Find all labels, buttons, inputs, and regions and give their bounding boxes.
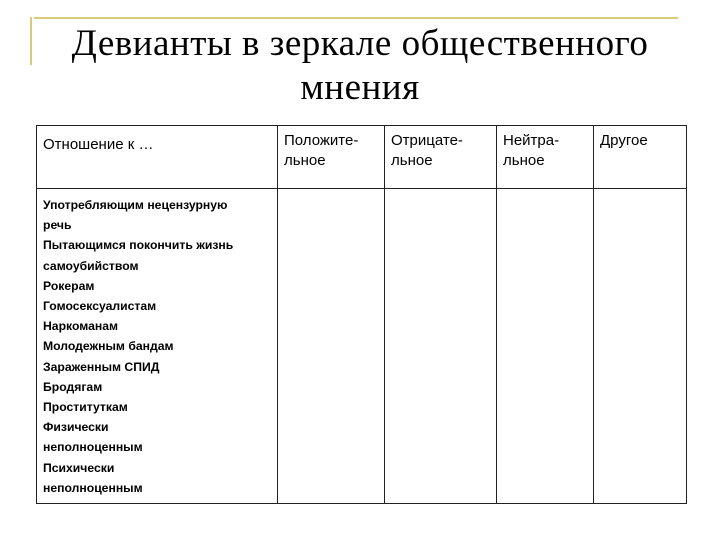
list-item: речь [43, 218, 72, 233]
header-text: Положите- [284, 132, 359, 149]
negative-cell [385, 189, 497, 504]
deviant-groups-list [43, 195, 271, 498]
list-item: Физически [43, 420, 109, 435]
list-item: Употребляющим нецензурную [43, 198, 228, 212]
list-item: неполноценным [43, 480, 143, 495]
slide-title [40, 22, 680, 110]
list-item: Гомосексуалистам [43, 299, 157, 314]
header-neutral [497, 126, 594, 189]
table-header-row [37, 126, 687, 189]
header-text: Другое [600, 132, 648, 149]
list-item: Рокерам [43, 278, 95, 293]
decorative-left-rule [30, 17, 32, 65]
list-item: самоубийством [43, 258, 139, 273]
list-item: Пытающимся покончить жизнь [43, 238, 234, 253]
list-item: Молодежным бандам [43, 339, 174, 354]
header-negative [385, 126, 497, 189]
title-line-1: Девианты в зеркале общественного [71, 23, 649, 64]
header-text: Отрицате- [391, 132, 463, 149]
table-body-row [37, 189, 687, 504]
header-attitude-to [37, 126, 278, 189]
deviant-groups-cell [37, 189, 278, 504]
list-item: Наркоманам [43, 319, 119, 334]
list-item: Проституткам [43, 400, 128, 415]
list-item: Психически [43, 460, 115, 475]
attitude-table [36, 125, 687, 504]
title-line-2: мнения [300, 67, 420, 108]
header-text: льное [391, 152, 433, 169]
other-cell [594, 189, 687, 504]
header-positive [278, 126, 385, 189]
list-item: неполноценным [43, 440, 143, 455]
header-other [594, 126, 687, 189]
neutral-cell [497, 189, 594, 504]
header-text: льное [503, 152, 545, 169]
header-text: Нейтра- [503, 132, 560, 149]
header-text: Отношение к … [43, 136, 154, 153]
list-item: Зараженным СПИД [43, 359, 160, 374]
decorative-top-rule [34, 17, 678, 19]
header-text: льное [284, 152, 326, 169]
positive-cell [278, 189, 385, 504]
list-item: Бродягам [43, 379, 103, 394]
